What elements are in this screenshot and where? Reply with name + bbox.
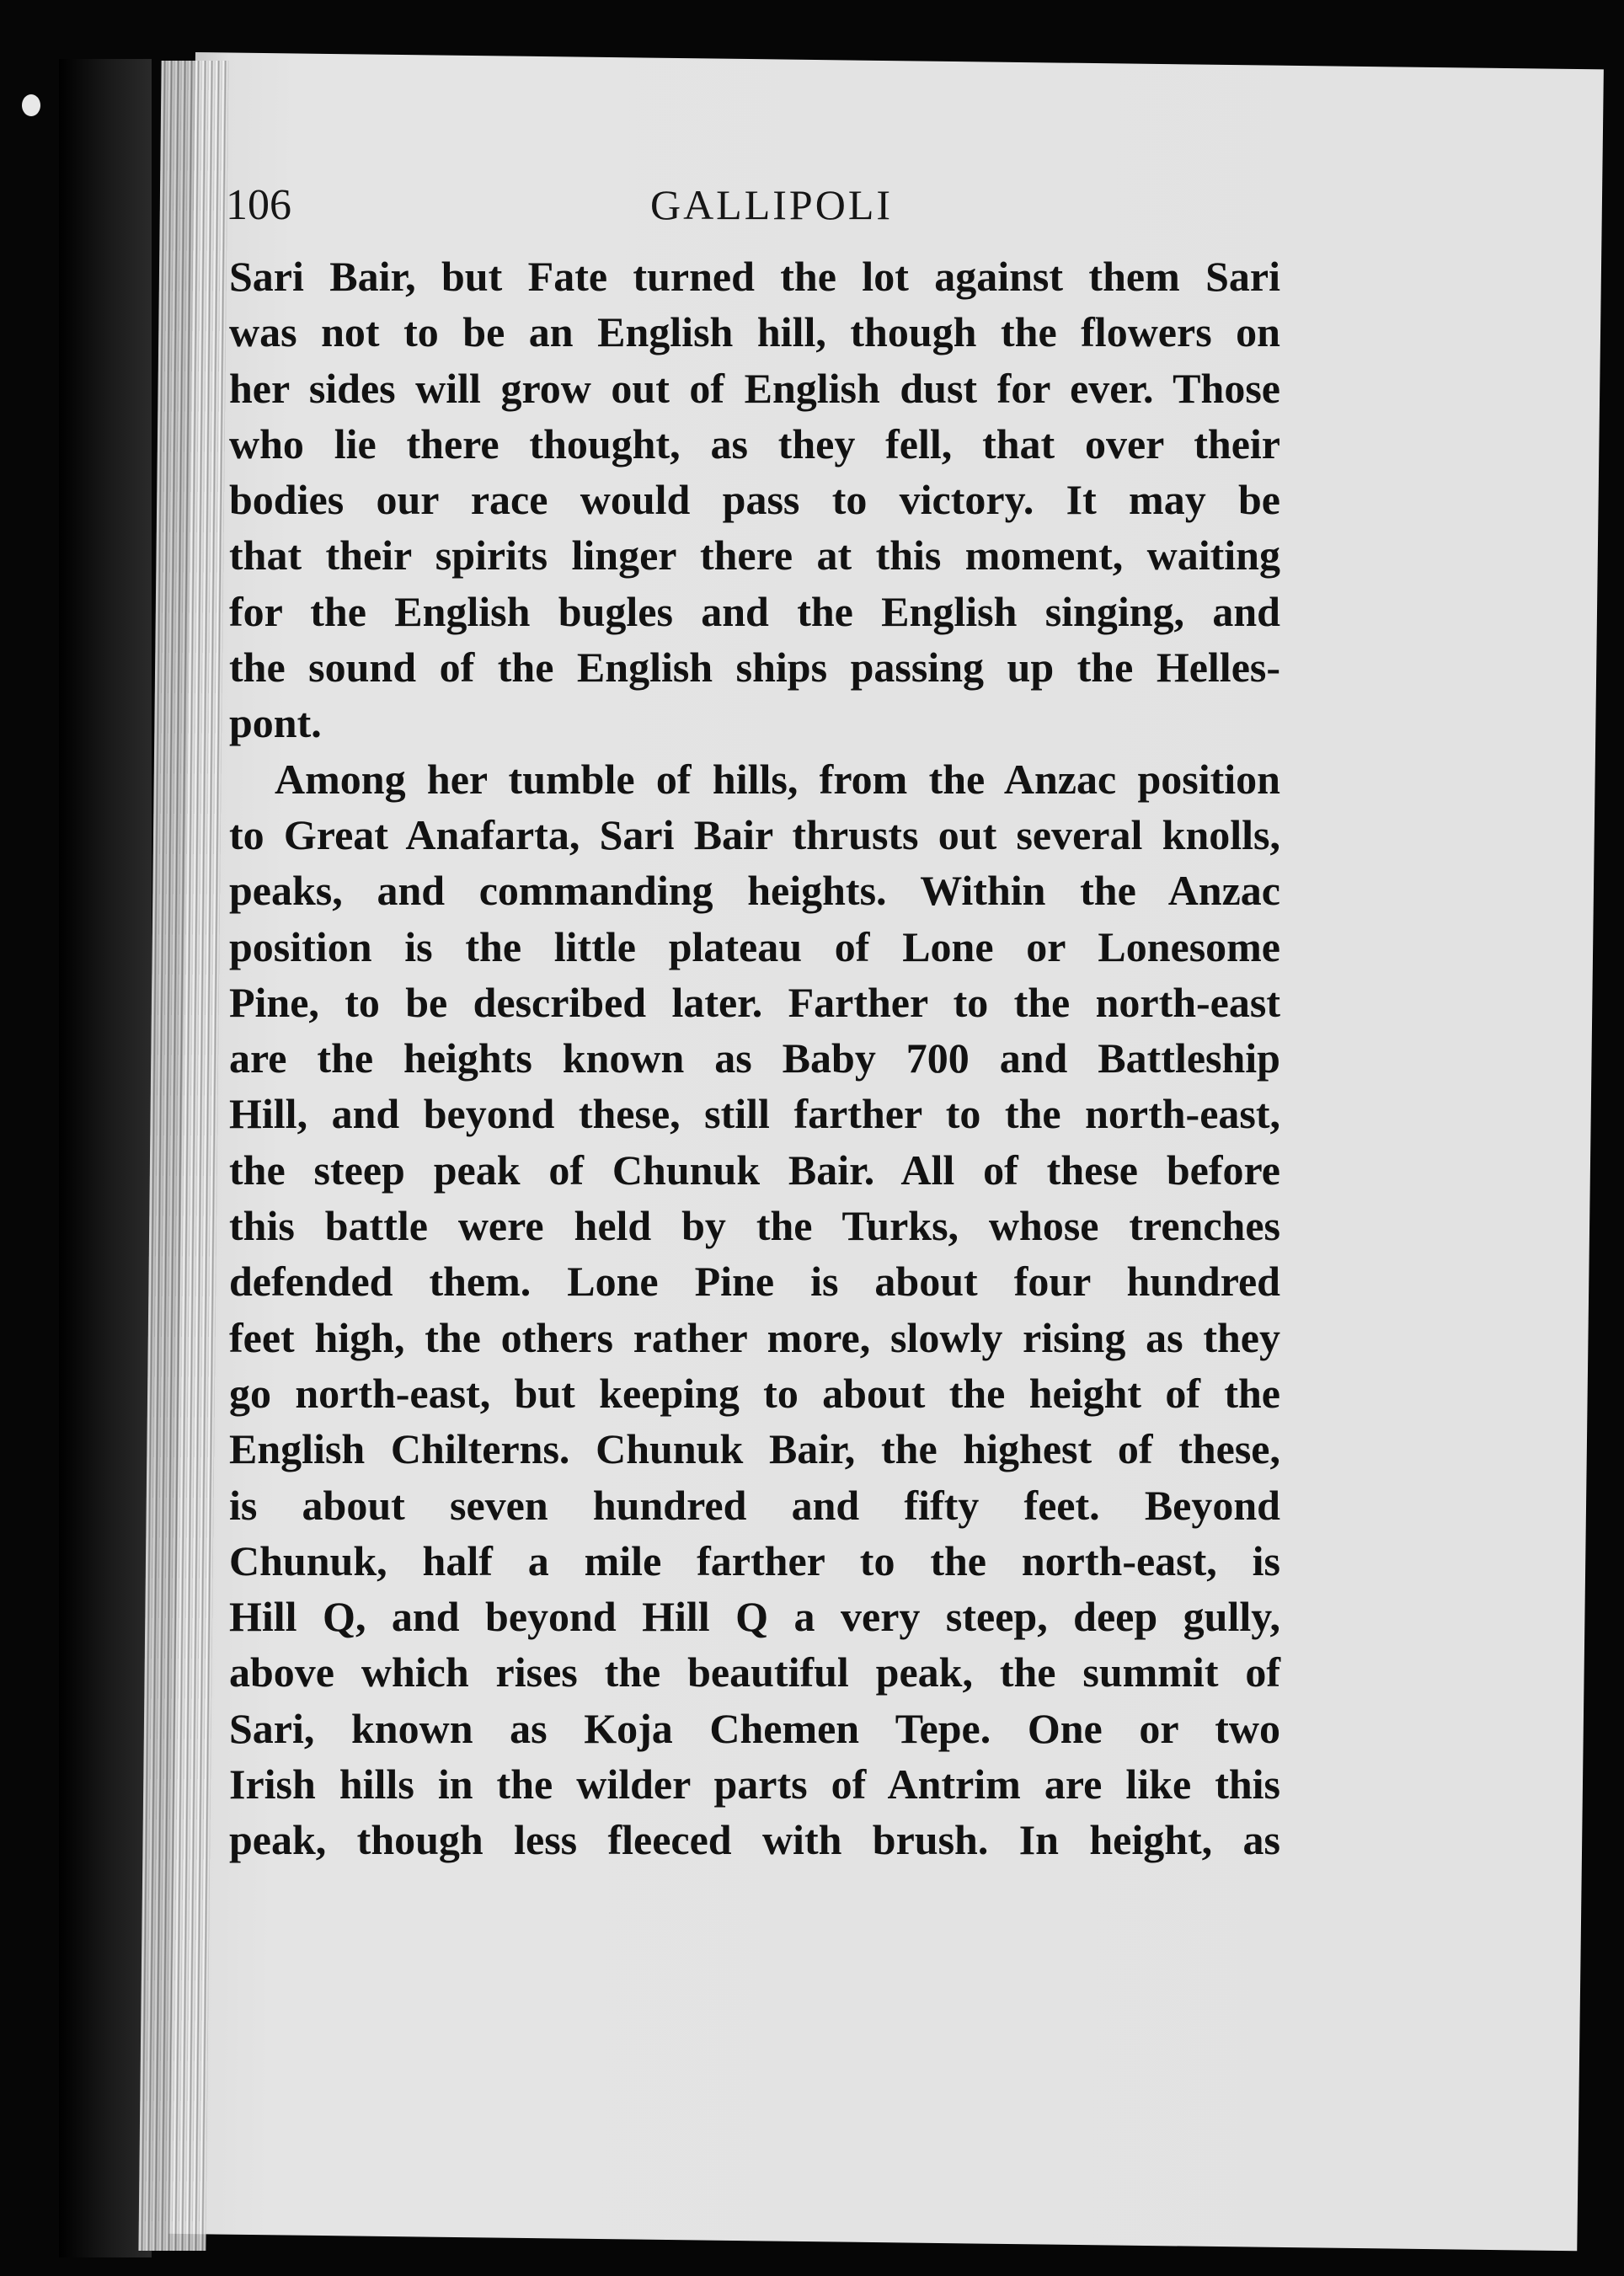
scan-speck xyxy=(22,94,40,116)
paragraph-1 xyxy=(229,248,1280,751)
text-line: to Great Anafarta, Sari Bair thrusts out several knolls, xyxy=(229,810,1280,858)
text-line: peaks, and commanding heights. Within the Anzac xyxy=(229,867,1280,915)
text-line: position is the little plateau of Lone or Lonesome xyxy=(229,922,1280,970)
text-line: pont. xyxy=(229,699,322,747)
page-number: 106 xyxy=(226,181,291,229)
text-line: Hill, and beyond these, still farther to the north-east, xyxy=(229,1090,1280,1138)
page-header xyxy=(226,180,1317,248)
text-line: go north-east, but keeping to about the height of the xyxy=(229,1369,1280,1417)
text-line: are the heights known as Baby 700 and Battleship xyxy=(229,1034,1280,1082)
text-line: is about seven hundred and fifty feet. Beyond xyxy=(229,1481,1280,1529)
text-line: peak, though less fleeced with brush. In height, as xyxy=(229,1816,1280,1864)
text-line: Sari, known as Koja Chemen Tepe. One or two xyxy=(229,1704,1280,1752)
text-line: Sari Bair, but Fate turned the lot against them Sari xyxy=(229,253,1280,300)
text-line: that their spirits linger there at this moment, waiting xyxy=(229,532,1280,580)
text-line: the sound of the English ships passing up the Helles- xyxy=(229,644,1280,692)
text-line: above which rises the beautiful peak, the summit of xyxy=(229,1648,1280,1696)
text-line: who lie there thought, as they fell, that over their xyxy=(229,419,1280,467)
paragraph-2 xyxy=(229,751,1280,1868)
text-line: her sides will grow out of English dust for ever. Those xyxy=(229,364,1280,412)
text-line: was not to be an English hill, though the flowers on xyxy=(229,308,1280,356)
body-text xyxy=(229,248,1280,1868)
text-line: for the English bugles and the English singing, and xyxy=(229,587,1280,635)
text-line: the steep peak of Chunuk Bair. All of these before xyxy=(229,1146,1280,1194)
text-line: bodies our race would pass to victory. It may be xyxy=(229,476,1280,524)
text-line: Chunuk, half a mile farther to the north-east, is xyxy=(229,1536,1280,1584)
running-title: GALLIPOLI xyxy=(649,181,894,228)
text-line: Pine, to be described later. Farther to the north-east xyxy=(229,978,1280,1026)
text-line: Among her tumble of hills, from the Anzac position xyxy=(275,755,1280,803)
text-line: defended them. Lone Pine is about four hundred xyxy=(229,1258,1280,1306)
book-spine-shadow xyxy=(59,59,152,2257)
text-line: this battle were held by the Turks, whose trenches xyxy=(229,1202,1280,1250)
text-line: Irish hills in the wilder parts of Antrim are like this xyxy=(229,1760,1280,1809)
text-line: English Chilterns. Chunuk Bair, the highest of these, xyxy=(229,1425,1280,1473)
text-line: feet high, the others rather more, slowly rising as they xyxy=(229,1313,1280,1361)
text-line: Hill Q, and beyond Hill Q a very steep, deep gully, xyxy=(229,1593,1280,1641)
